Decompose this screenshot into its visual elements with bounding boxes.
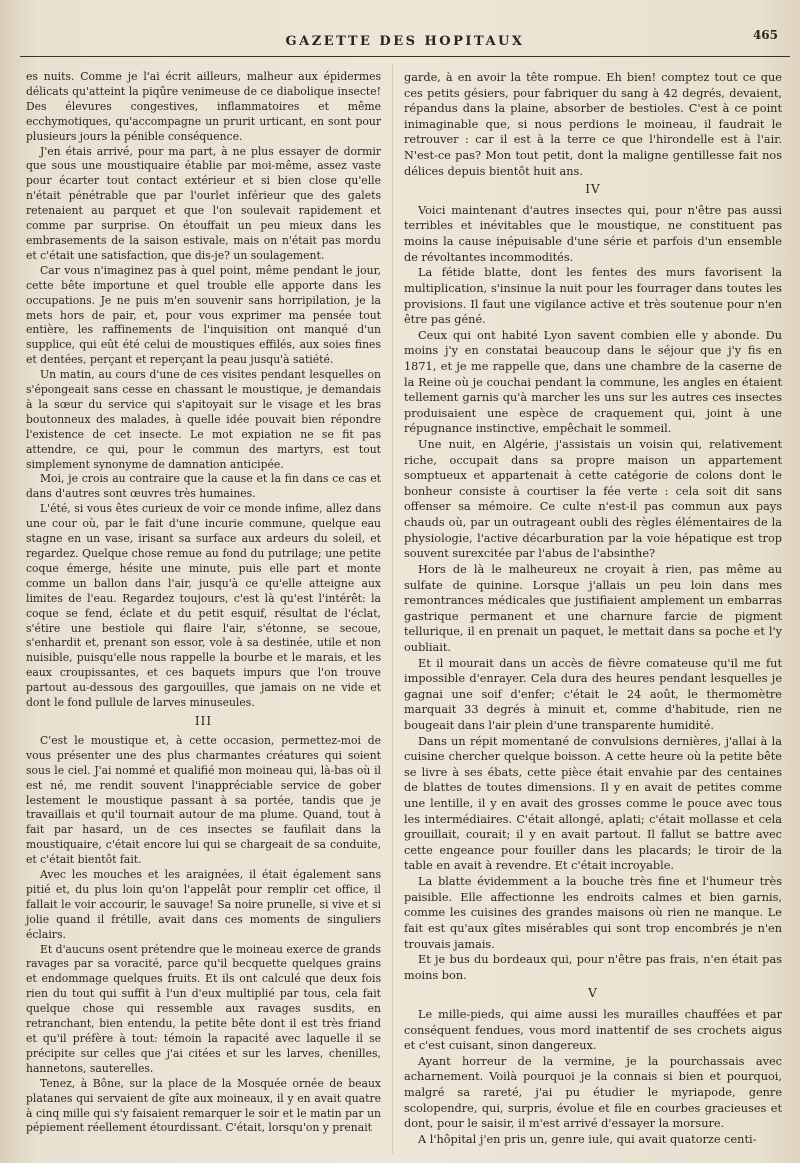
paragraph: Voici maintenant d'autres insectes qui, pour n'être pas aussi terribles et inévitables que le moustique, ne constituent pas moins la cause inépuisable d'une série et parfois d'un ensemble de révoltantes incommodités. <box>404 203 782 264</box>
paragraph: Et je bus du bordeaux qui, pour n'être pas frais, n'en était pas moins bon. <box>404 953 782 982</box>
paragraph: Une nuit, en Algérie, j'assistais un voisin qui, relativement riche, occupait dans sa propre maison un appartement somptueux et appartenait à cette catégorie de colons dont le bonheur consiste à courtiser la fée verte : cela soit dit sans offenser sa mémoire. Ce culte n'est-il pas commun aux pays chauds où, par un outrageant oubli des règles élémentaires de la physiologie, l'active décarburation par la voie hépatique est trop souvent surexcitée par l'abus de l'absinthe? <box>404 438 782 561</box>
paragraph: es nuits. Comme je l'ai écrit ailleurs, malheur aux épidermes délicats qu'atteint la piqûre venimeuse de ce diabolique insecte! Des élevures congestives, inflammatoires et même ecchymotiques, qu'accompagne un prurit urticant, en sont pour plusieurs jours la pénible conséquence. <box>26 70 381 143</box>
paragraph: garde, à en avoir la tête rompue. Eh bien! comptez tout ce que ces petits gésiers, pour fabriquer du sang à 42 degrés, devaient, répandus dans la plaine, absorber de bestioles. C'est à ce point inimaginable que, si nous perdions le moineau, il faudrait le retrouver : car il est à la terre ce que l'hirondelle est à l'air. N'est-ce pas? Mon tout petit, dont la maligne gentillesse fait nos délices depuis bientôt huit ans. <box>404 71 782 178</box>
paragraph: Car vous n'imaginez pas à quel point, même pendant le jour, cette bête importune et quel trouble elle apporte dans les occupations. Je ne puis m'en souvenir sans horripilation, je la mets hors de pair, et, pour vous exprimer ma pensée tout entière, les raffinements de l'inquisition ont manqué d'un supplice, qui eût été celui de moustiques effilés, aux soies fines et dentées, perçant et reperçant la peau jusqu'à satiété. <box>26 263 381 367</box>
page-header <box>20 22 790 57</box>
section-heading-iii: III <box>194 713 213 728</box>
paragraph: Et il mourait dans un accès de fièvre comateuse qu'il me fut impossible d'enrayer. Cela dura des heures pendant lesquelles je gagnai une soif d'enfer; c'était le 24 août, le thermomètre marquait 33 degrés à minuit et, comme d'habitude, rien ne bougeait dans l'air plein d'une transparente humidité. <box>404 656 782 732</box>
paragraph: Et d'aucuns osent prétendre que le moineau exerce de grands ravages par sa voracité, parce qu'il becquette quelques grains et endommage quelques fruits. Et ils ont calculé que deux fois rien du tout qui suffit à l'un d'eux multiplié par tous, cela fait quelque chose qui ressemble aux ravages susdits, en retranchant, bien entendu, la petite bête dont il est très friand et qu'il préfère à tout: témoin la rapacité avec laquelle il se précipite sur celles que j'ai citées et sur les larves, chenilles, hannetons, sauterelles. <box>26 942 381 1075</box>
paragraph: A l'hôpital j'en pris un, genre iule, qui avait quatorze centi- <box>418 1132 757 1146</box>
paragraph: C'est le moustique et, à cette occasion, permettez-moi de vous présenter une des plus charmantes créatures qui soient sous le ciel. J'ai nommé et qualifié mon moineau qui, là-bas où il est né, me rendit souvent l'inappréciable service de gober lestement le moustique passant à sa portée, tandis que je travaillais et qu'il tournait autour de ma plume. Quand, tout à fait par hasard, un de ces insectes se faufilait dans la moustiquaire, c'était encore lui qui se chargeait de sa conduite, et c'était bientôt fait. <box>26 733 381 867</box>
paragraph: Un matin, au cours d'une de ces visites pendant lesquelles on s'épongeait sans cesse en chassant le moustique, je demandais à la sœur du service qui s'apitoyait sur le visage et les bras boutonneux des malades, à quelle idée pouvait bien répondre l'existence de cet insecte. Le mot expiation ne se fit pas attendre, ce qui, pour le commun des martyrs, est tout simplement synonyme de damnation anticipée. <box>26 368 381 471</box>
paragraph: Tenez, à Bône, sur la place de la Mosquée ornée de beaux platanes qui servaient de gîte aux moineaux, il y en avait quatre à cinq mille qui s'y faisaient remarquer le soir et le matin par un pépiement réellement étourdissant. C'était, lorsqu'on y prenait <box>26 1076 381 1135</box>
paragraph: La fétide blatte, dont les fentes des murs favorisent la multiplication, s'insinue la nuit pour les fourrager dans toutes les provisions. Il faut une vigilance active et très soutenue pour n'en être pas géné. <box>404 266 782 327</box>
paragraph: Dans un répit momentané de convulsions dernières, j'allai à la cuisine chercher quelque boisson. A cette heure où la petite bête se livre à ses ébats, cette pièce était envahie par des centaines de blattes de toutes dimensions. Il y en avait de petites comme une lentille, il y en avait des grosses comme le pouce avec tous les intermédiaires. C'était allongé, aplati; c'était mollasse et cela grouillait, courait; il y en avait partout. Il fallut se battre avec cette engeance pour fouiller dans les placards; le tiroir de la table en avait à revendre. Et c'était incroyable. <box>404 734 782 873</box>
paragraph: Hors de là le malheureux ne croyait à rien, pas même au sulfate de quinine. Lorsque j'allais un peu loin dans mes remontrances médicales que justifiaient amplement un embarras gastrique permanent et une charnure farcie de pigment tellurique, il en prenait un paquet, le mettait dans sa poche et l'y oubliait. <box>404 562 782 654</box>
paragraph: Ceux qui ont habité Lyon savent combien elle y abonde. Du moins j'y en constatai beaucoup dans le séjour que j'y fis en 1871, et je me rappelle que, dans une chambre de la caserne de la Reine où je couchai pendant la commune, les angles en étaient tellement garnis qu'à marcher les uns sur les autres ces insectes produisaient une espèce de craquement qui, joint à une répugnance instinctive, empêchait le sommeil. <box>404 328 782 436</box>
section-heading-iv: IV <box>585 182 601 197</box>
paragraph: Le mille-pieds, qui aime aussi les murailles chauffées et par conséquent fendues, vous mord inattentif de ses crochets aigus et c'est cuisant, sinon dangereux. <box>404 1007 782 1053</box>
left-column <box>26 70 381 1136</box>
right-column <box>404 70 782 1147</box>
section-heading-v: V <box>588 986 598 1001</box>
paragraph: La blatte évidemment a la bouche très fine et l'humeur très paisible. Elle affectionne les endroits calmes et bien garnis, comme les cuisines des grandes maisons où rien ne manque. Le fait est qu'aux gîtes misérables qui sont trop encombrés je n'en trouvais jamais. <box>404 875 782 951</box>
running-title: GAZETTE DES HOPITAUX <box>285 34 525 49</box>
paragraph: L'été, si vous êtes curieux de voir ce monde infime, allez dans une cour où, par le fait d'une incurie commune, quelque eau stagne en un vase, irisant sa surface aux ardeurs du soleil, et regardez. Quelque chose remue au fond du putrilage; une petite coque émerge, hésite une minute, puis elle part et monte comme un ballon dans l'air, jusqu'à ce qu'elle atteigne aux limites de l'eau. Regardez toujours, c'est là qu'est l'intérêt: la coque se fend, éclate et du petit esquif, résultat de l'éclat, s'étire une bestiole qui flaire l'air, s'étonne, se secoue, s'enhardit et, prenant son essor, vole à sa destinée, utile et non nuisible, puisqu'elle nous rappelle la bourbe et le marais, et les eaux croupissantes, et ces baquets impurs que l'on trouve partout au-dessous des gargouilles, que jamais on ne vide et dont le fond pullule de larves minuseules. <box>26 502 381 710</box>
column-divider <box>392 64 393 1154</box>
paragraph: Avec les mouches et les araignées, il était également sans pitié et, du plus loin qu'on l'appelât pour remplir cet office, il fallait le voir accourir, le sauvage! Sa noire prunelle, si vive et si jolie quand il frétille, avait dans ces moments de singuliers éclairs. <box>26 868 381 941</box>
page-number: 465 <box>752 28 778 42</box>
paragraph: J'en étais arrivé, pour ma part, à ne plus essayer de dormir que sous une moustiquaire établie par moi-même, assez vaste pour écarter tout contact extérieur et si bien close qu'elle n'était pénétrable que par l'ourlet inférieur que des galets retenaient au parquet et que l'on soulevait rapidement et comme par surprise. On étouffait un peu mieux dans les embrasements de la saison estivale, mais on n'était pas mordu et c'était une satisfaction, que dis-je? un soulagement. <box>26 144 381 262</box>
paragraph: Ayant horreur de la vermine, je la pourchassais avec acharnement. Voilà pourquoi je la connais si bien et pourquoi, malgré sa rareté, j'ai pu étudier le myriapode, genre scolopendre, qui, surpris, évolue et file en courbes gracieuses et dont, pour le saisir, il m'est arrivé d'essayer la morsure. <box>404 1054 782 1131</box>
paragraph: Moi, je crois au contraire que la cause et la fin dans ce cas et dans d'autres sont œuvres très humaines. <box>26 472 381 501</box>
